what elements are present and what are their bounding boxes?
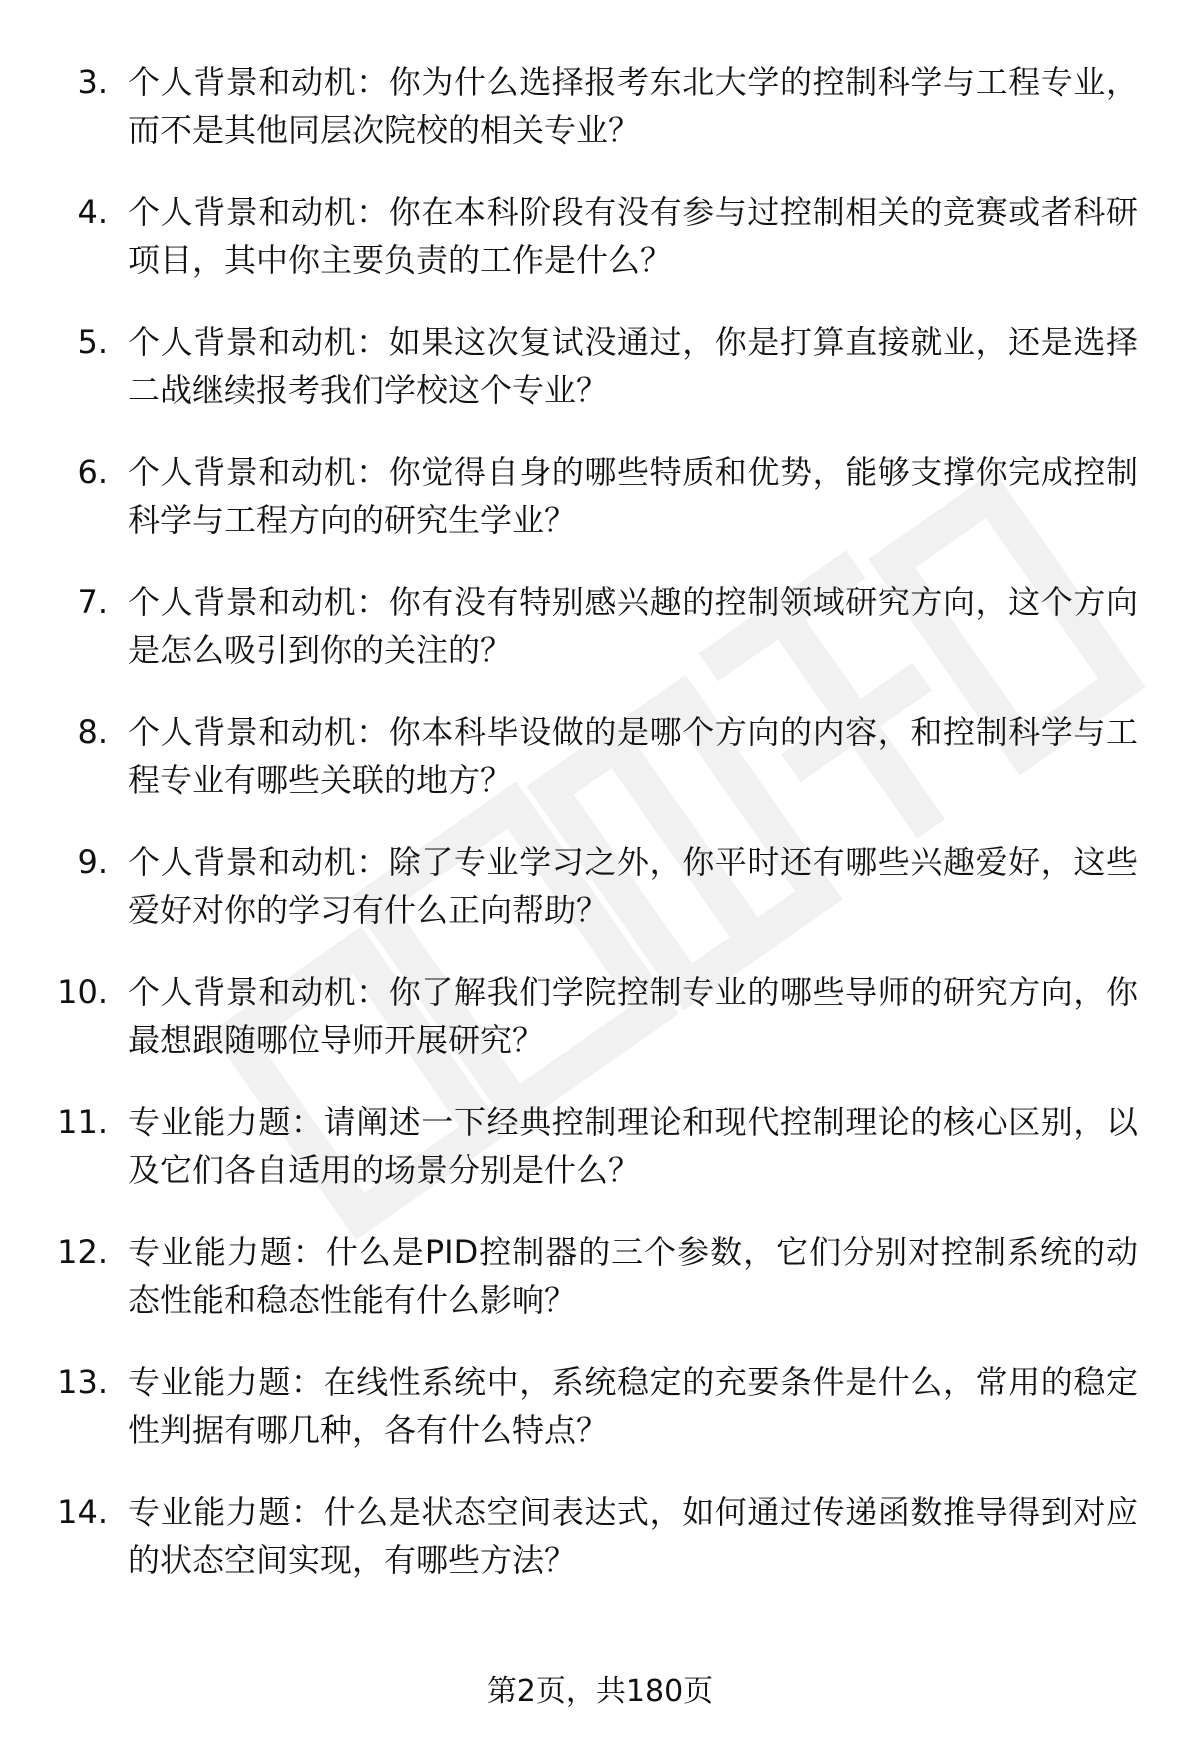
question-number: 7. <box>77 583 108 621</box>
page-number: 第2页，共180页 <box>486 1674 714 1709</box>
question-text: 个人背景和动机：你觉得自身的哪些特质和优势，能够支撑你完成控制科学与工程方向的研究生学业？ <box>128 453 1138 539</box>
question-list <box>0 58 1200 1618</box>
question-number: 12. <box>57 1233 108 1271</box>
question-number: 6. <box>77 453 108 491</box>
question-number: 11. <box>57 1103 108 1141</box>
question-text: 专业能力题：请阐述一下经典控制理论和现代控制理论的核心区别，以及它们各自适用的场景分别是什么？ <box>128 1103 1138 1189</box>
question-item <box>0 1228 1200 1319</box>
question-number: 4. <box>77 193 108 231</box>
question-text: 个人背景和动机：你为什么选择报考东北大学的控制科学与工程专业，而不是其他同层次院校的相关专业？ <box>128 63 1138 149</box>
question-item <box>0 708 1200 799</box>
question-item <box>0 188 1200 279</box>
question-text: 个人背景和动机：你有没有特别感兴趣的控制领域研究方向，这个方向是怎么吸引到你的关注的？ <box>128 583 1138 669</box>
question-item <box>0 318 1200 409</box>
question-item <box>0 1098 1200 1189</box>
question-item <box>0 968 1200 1059</box>
question-text: 个人背景和动机：除了专业学习之外，你平时还有哪些兴趣爱好，这些爱好对你的学习有什么正向帮助？ <box>128 843 1138 929</box>
question-number: 10. <box>57 973 108 1011</box>
question-text: 专业能力题：什么是状态空间表达式，如何通过传递函数推导得到对应的状态空间实现，有哪些方法？ <box>128 1493 1138 1579</box>
question-number: 8. <box>77 713 108 751</box>
question-text: 个人背景和动机：你在本科阶段有没有参与过控制相关的竞赛或者科研项目，其中你主要负责的工作是什么？ <box>128 193 1138 279</box>
question-number: 13. <box>57 1363 108 1401</box>
question-item <box>0 578 1200 669</box>
question-text: 专业能力题：什么是PID控制器的三个参数，它们分别对控制系统的动态性能和稳态性能有什么影响？ <box>128 1233 1138 1319</box>
question-item <box>0 448 1200 539</box>
question-item <box>0 58 1200 149</box>
question-number: 14. <box>57 1493 108 1531</box>
question-item <box>0 838 1200 929</box>
question-text: 个人背景和动机：如果这次复试没通过，你是打算直接就业，还是选择二战继续报考我们学校这个专业？ <box>128 323 1138 409</box>
question-text: 专业能力题：在线性系统中，系统稳定的充要条件是什么，常用的稳定性判据有哪几种，各有什么特点？ <box>128 1363 1138 1449</box>
question-text: 个人背景和动机：你了解我们学院控制专业的哪些导师的研究方向，你最想跟随哪位导师开展研究？ <box>128 973 1138 1059</box>
question-text: 个人背景和动机：你本科毕设做的是哪个方向的内容，和控制科学与工程专业有哪些关联的地方？ <box>128 713 1138 799</box>
question-number: 3. <box>77 63 108 101</box>
question-item <box>0 1358 1200 1449</box>
question-number: 5. <box>77 323 108 361</box>
question-number: 9. <box>77 843 108 881</box>
question-item <box>0 1488 1200 1579</box>
